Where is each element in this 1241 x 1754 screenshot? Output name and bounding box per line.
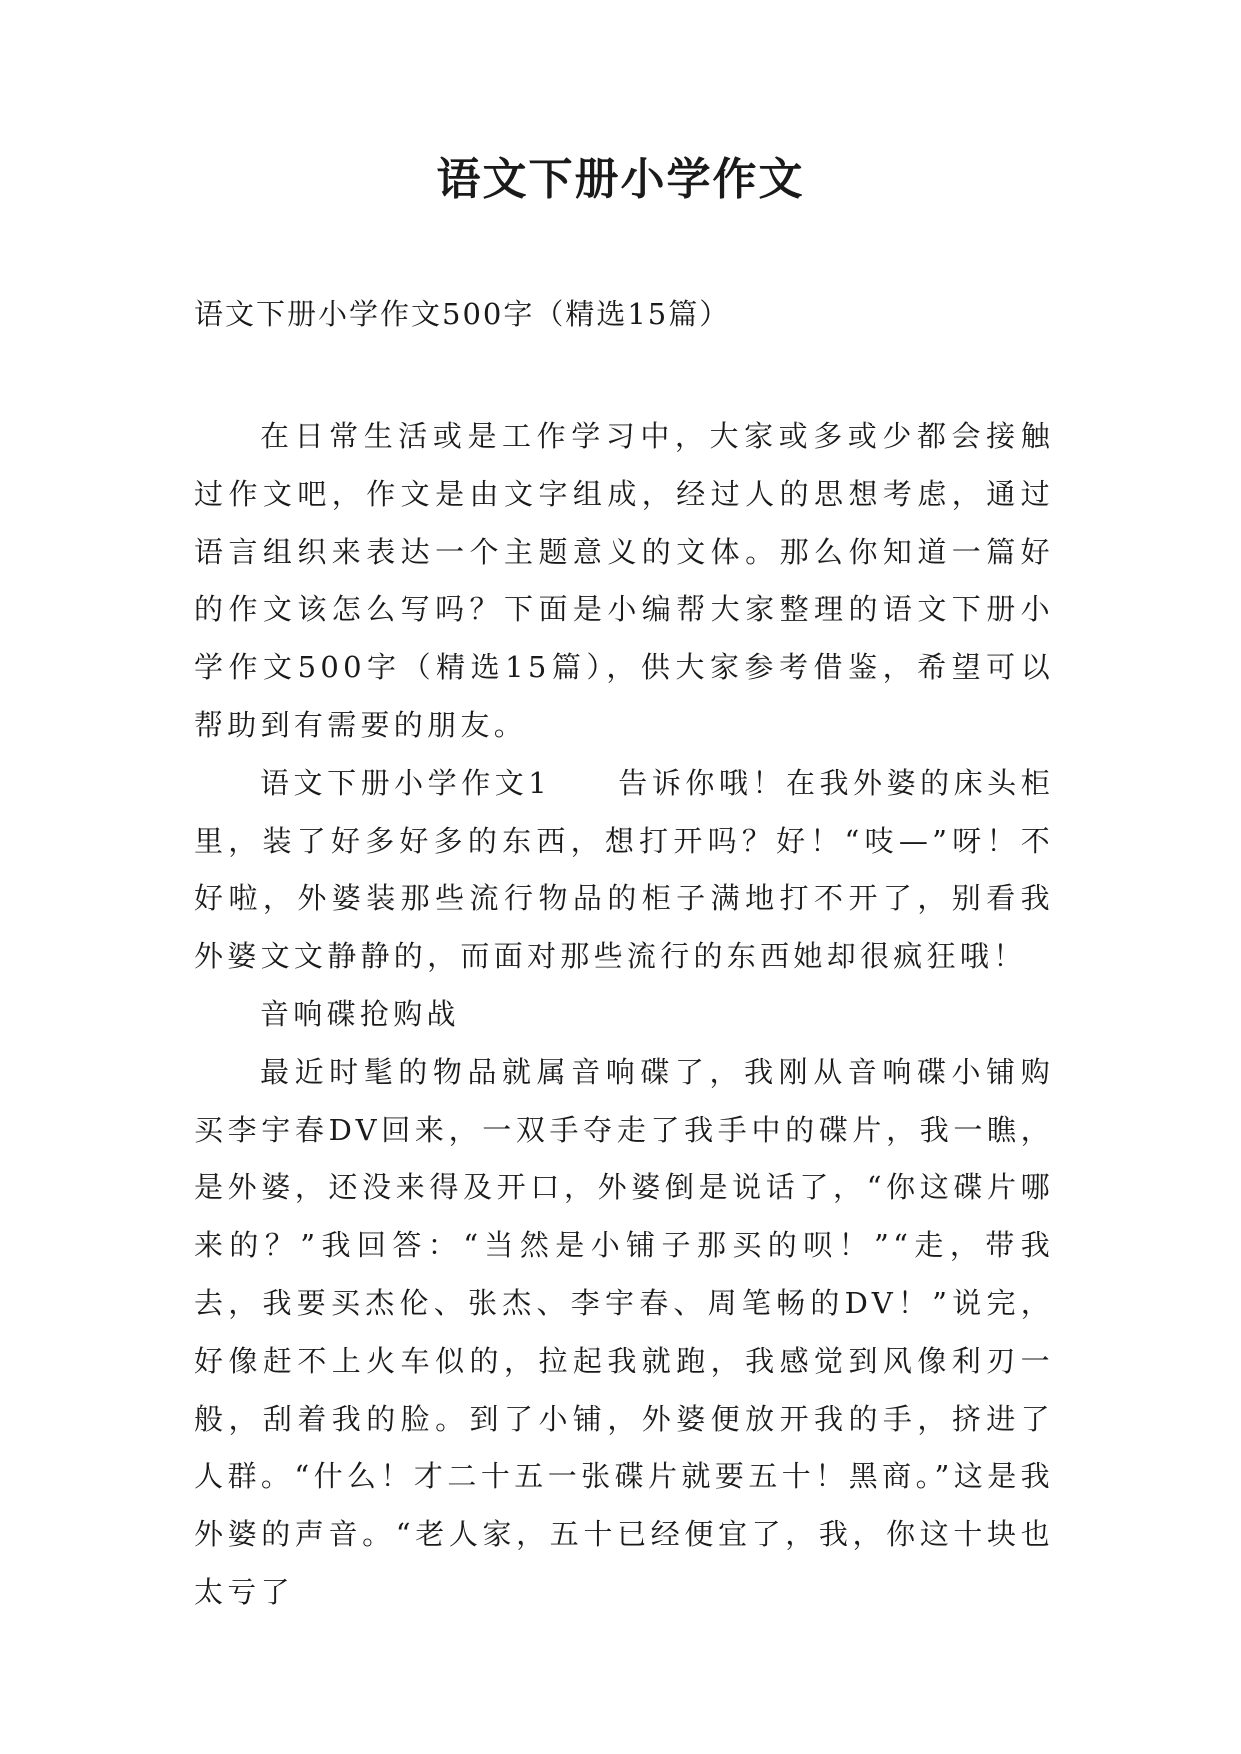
essay-1-paragraph: 语文下册小学作文1 告诉你哦！在我外婆的床头柜里，装了好多好多的东西，想打开吗？好！“吱—”呀！不好啦，外婆装那些流行物品的柜子满地打不开了，别看我外婆文文静静的，而面对那些流行的东西她却很疯狂哦！	[194, 765, 1054, 974]
document-subtitle: 语文下册小学作文500字（精选15篇）	[194, 297, 731, 331]
section-heading: 音响碟抢购战	[260, 996, 460, 1031]
intro-paragraph: 在日常生活或是工作学习中，大家或多或少都会接触过作文吧，作文是由文字组成，经过人的思想考虑，通过语言组织来表达一个主题意义的文体。那么你知道一篇好的作文该怎么写吗？下面是小编帮大家整理的语文下册小学作文500字（精选15篇），供大家参考借鉴，希望可以帮助到有需要的朋友。	[194, 419, 1054, 742]
document-title: 语文下册小学作文	[436, 154, 805, 205]
essay-1-body-paragraph: 最近时髦的物品就属音响碟了，我刚从音响碟小铺购买李宇春DV回来，一双手夺走了我手中的碟片，我一瞧，是外婆，还没来得及开口，外婆倒是说话了，“你这碟片哪来的？”我回答：“当然是小铺子那买的呗！”“走，带我去，我要买杰伦、张杰、李宇春、周笔畅的DV！”说完，好像赶不上火车似的，拉起我就跑，我感觉到风像利刃一般，刮着我的脸。到了小铺，外婆便放开我的手，挤进了人群。“什么！才二十五一张碟片就要五十！黑商。”这是我外婆的声音。“老人家，五十已经便宜了，我，你这十块也太亏了	[194, 1054, 1054, 1609]
document-body	[194, 408, 1054, 1622]
